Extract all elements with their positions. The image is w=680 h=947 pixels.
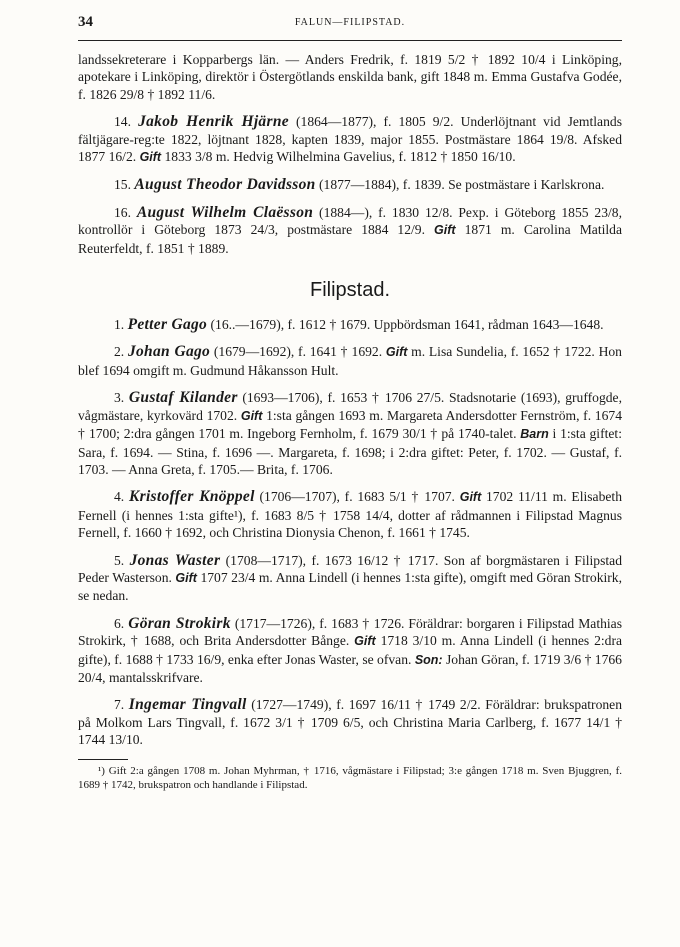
- entry-continuation: [78, 51, 622, 103]
- entry-4: [78, 488, 622, 541]
- entry-14: [78, 113, 622, 166]
- running-head: FALUN—FILIPSTAD.: [294, 17, 406, 28]
- entry-number: 6.: [114, 615, 125, 631]
- entry-name: Göran Strokirk: [128, 614, 231, 632]
- entry-1: [78, 316, 622, 333]
- entry-text: (1727—1749), f. 1697 16/11 † 1749 2/2. Föräldrar: brukspatronen på Molkom Lars Tingvall, f. 1672 3/1 † 1709 6/5, och Christina Maria Carlberg, f. 1677 14/1 † 1744 13/10.: [78, 697, 622, 748]
- entry-name: Jonas Waster: [129, 551, 221, 569]
- gift-text: 1707 23/4 m. Anna Lindell (i hennes 1:sta gifte), omgift med Göran Strokirk, se nedan.: [78, 569, 622, 604]
- gift-text: 1833 3/8 m. Hedvig Wilhelmina Gavelius, f. 1812 † 1850 16/10.: [161, 149, 516, 165]
- gift-label: Gift: [139, 150, 162, 165]
- gift-text: 1718 3/10 m. Anna Lindell (i hennes 2:dra gifte), f. 1688 † 1733 16/9, enka efter Jonas Waster, se ofvan.: [78, 633, 622, 667]
- entry-6: [78, 615, 622, 687]
- entry-name: Petter Gago: [127, 316, 208, 334]
- entry-5: [78, 552, 622, 605]
- entry-name: August Theodor Davidsson: [134, 176, 316, 194]
- page-number: 34: [78, 14, 93, 30]
- entry-text: (1706—1707), f. 1683 5/1 † 1707.: [254, 489, 455, 505]
- entry-text: landssekreterare i Kopparbergs län. — Anders Fredrik, f. 1819 5/2 † 1892 10/4 i Linköping, apotekare i Linköping, direktör i Östergötlands enskilda bank, gift 1848 m. Emma Gustafva Godée, f. 1826 29/8 † 1892 11/6.: [78, 52, 622, 102]
- entry-15: [78, 176, 622, 193]
- entry-text: (1679—1692), f. 1641 † 1692.: [210, 344, 383, 360]
- entry-name: Gustaf Kilander: [128, 389, 238, 407]
- entry-2: [78, 343, 622, 379]
- entry-3: [78, 389, 622, 478]
- entry-name: Kristoffer Knöppel: [128, 488, 255, 506]
- footnote-rule: [78, 759, 128, 760]
- entry-text: (1717—1726), f. 1683 † 1726. Föräldrar: borgaren i Filipstad Mathias Strokirk, † 1688, och Brita Andersdotter Bånge.: [78, 615, 623, 649]
- barn-label: Barn: [520, 427, 549, 442]
- entry-number: 4.: [114, 489, 125, 505]
- gift-text: 1:sta gången 1693 m. Margareta Andersdotter Fernström, f. 1674 † 1700; 2:dra gången 1701 m. Ingeborg Fernholm, f. 1679 30/1 † på 1740-talet.: [78, 407, 622, 442]
- son-label: Son:: [414, 652, 443, 667]
- gift-label: Gift: [354, 634, 376, 649]
- gift-text: 1702 11/11 m. Elisabeth Fernell (i hennes 1:sta gifte¹), f. 1683 8/5 † 1758 14/4, dotter af rådmannen i Filipstad Magnus Fernell, f. 1660 † 1692, och Christina Dionysia Chenon, f. 1661 † 1745.: [78, 489, 622, 541]
- entry-number: 7.: [114, 697, 125, 713]
- entry-text: (1708—1717), f. 1673 16/12 † 1717. Son af borgmästaren i Filipstad Peder Wasterson.: [78, 552, 622, 585]
- gift-label: Gift: [175, 570, 197, 585]
- page-header: [78, 14, 622, 34]
- entry-number: 3.: [114, 390, 125, 406]
- entry-number: 2.: [114, 344, 125, 360]
- entry-text: (1884—), f. 1830 12/8. Pexp. i Göteborg 1855 23/8, kontrollör i Göteborg 1873 24/3, postmästare 1884 12/9.: [78, 204, 622, 238]
- header-rule: [78, 40, 622, 41]
- entry-16: [78, 204, 622, 257]
- section-title: Filipstad.: [309, 279, 391, 302]
- entry-number: 14.: [114, 114, 131, 130]
- entry-number: 16.: [114, 204, 131, 220]
- entry-number: 15.: [114, 177, 131, 193]
- entry-7: [78, 696, 622, 748]
- entry-text: (1864—1877), f. 1805 9/2. Underlöjtnant vid Jemtlands fältjägare-reg:te 1822, löjtnant 1828, kapten 1839, major 1855. Postmästare 1864 19/8. Afsked 1877 16/2.: [78, 114, 622, 165]
- gift-label: Gift: [240, 408, 263, 423]
- entry-name: August Wilhelm Claësson: [136, 203, 314, 221]
- entry-name: Ingemar Tingvall: [128, 696, 247, 714]
- barn-text: i 1:sta giftet: Sara, f. 1694. — Stina, f. 1696 —. Margareta, f. 1698; i 2:dra giftet: Peter, f. 1702. — Gustaf, f. 1703. — Anna Greta, f. 1705.— Brita, f. 1706.: [78, 426, 622, 477]
- entry-number: 1.: [114, 317, 125, 333]
- entry-name: Jakob Henrik Hjärne: [138, 113, 289, 131]
- footnote: ¹) Gift 2:a gången 1708 m. Johan Myhrman, † 1716, vågmästare i Filipstad; 3:e gången 1718 m. Sven Bjuggren, f. 1689 † 1742, brukspatron och handlande i Filipstad.: [78, 764, 622, 791]
- gift-label: Gift: [434, 223, 456, 238]
- gift-label: Gift: [385, 345, 408, 360]
- entry-text: (16..—1679), f. 1612 † 1679. Uppbördsman 1641, rådman 1643—1648.: [207, 317, 604, 333]
- gift-label: Gift: [459, 490, 482, 505]
- gift-text: m. Lisa Sundelia, f. 1652 † 1722. Hon blef 1694 omgift m. Gudmund Håkansson Hult.: [78, 344, 622, 378]
- son-text: Johan Göran, f. 1719 3/6 † 1766 20/4, mantalsskrifvare.: [78, 651, 622, 685]
- entry-text: (1693—1706), f. 1653 † 1706 27/5. Stadsnotarie (1693), gruffogde, vågmästare, kyrkovärd 1702.: [78, 390, 622, 423]
- entry-number: 5.: [114, 552, 125, 568]
- entry-name: Johan Gago: [127, 343, 211, 361]
- gift-text: 1871 m. Carolina Matilda Reuterfeldt, f. 1851 † 1889.: [78, 222, 623, 256]
- entry-text: (1877—1884), f. 1839. Se postmästare i Karlskrona.: [315, 177, 605, 193]
